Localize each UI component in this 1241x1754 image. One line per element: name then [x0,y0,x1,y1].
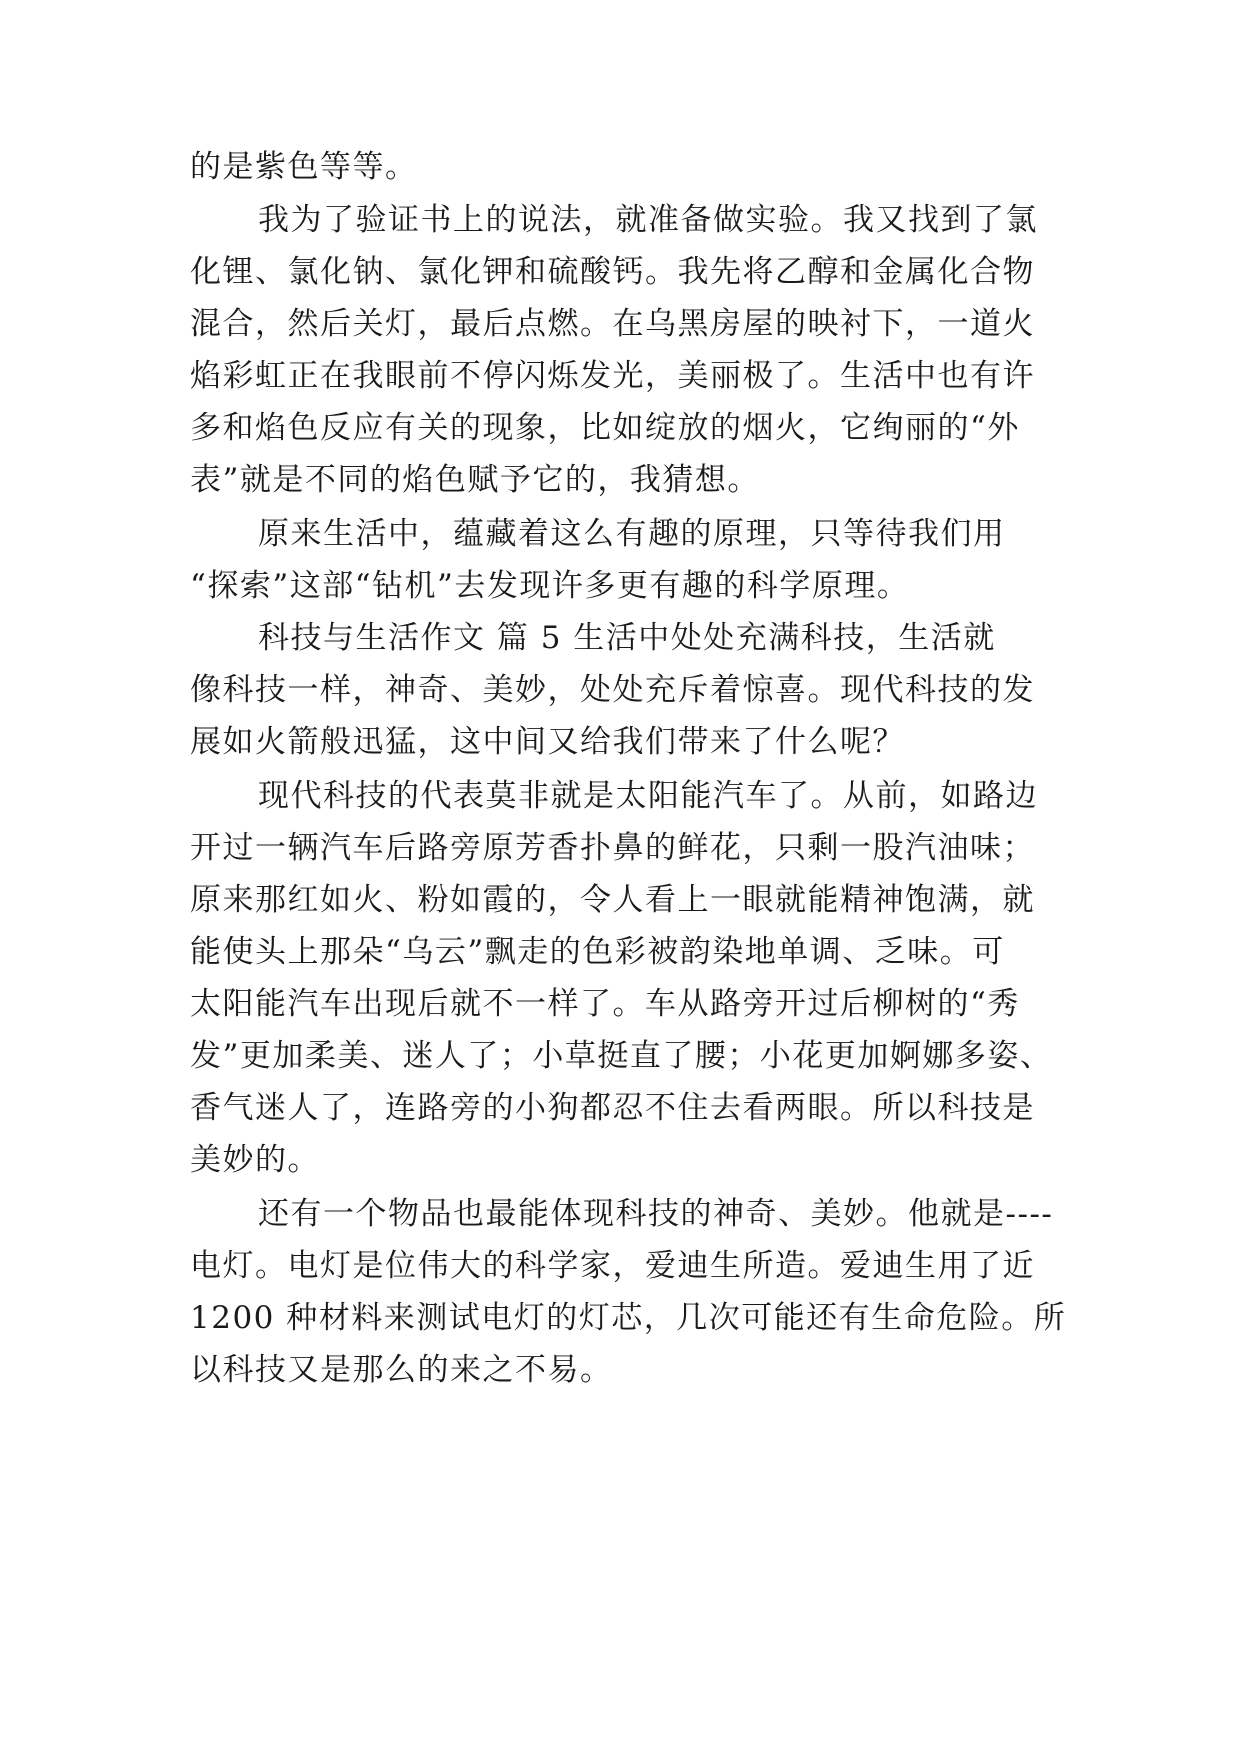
paragraph-start-line: 还有一个物品也最能体现科技的神奇、美妙。他就是---- [258,1196,1054,1232]
text-line: 混合，然后关灯，最后点燃。在乌黑房屋的映衬下，一道火 [190,306,1035,342]
text-line: 焰彩虹正在我眼前不停闪烁发光，美丽极了。生活中也有许 [190,358,1035,394]
section-heading-line: 科技与生活作文 篇 5 生活中处处充满科技，生活就 [258,620,996,656]
text-line: 香气迷人了，连路旁的小狗都忍不住去看两眼。所以科技是 [190,1090,1035,1126]
text-line: 表”就是不同的焰色赋予它的，我猜想。 [190,462,760,498]
text-line: 电灯。电灯是位伟大的科学家，爱迪生所造。爱迪生用了近 [190,1248,1035,1284]
paragraph-start-line: 原来生活中，蕴藏着这么有趣的原理，只等待我们用 [258,516,1006,552]
text-line: 多和焰色反应有关的现象，比如绽放的烟火，它绚丽的“外 [190,410,1020,446]
text-line: 原来那红如火、粉如霞的，令人看上一眼就能精神饱满，就 [190,882,1035,918]
text-line: 美妙的。 [190,1142,320,1178]
text-line: 太阳能汽车出现后就不一样了。车从路旁开过后柳树的“秀 [190,986,1020,1022]
text-line: 发”更加柔美、迷人了；小草挺直了腰；小花更加婀娜多姿、 [190,1038,1053,1074]
text-line: 1200 种材料来测试电灯的灯芯，几次可能还有生命危险。所 [190,1300,1067,1336]
text-line: 展如火箭般迅猛，这中间又给我们带来了什么呢？ [190,724,905,760]
paragraph-start-line: 我为了验证书上的说法，就准备做实验。我又找到了氯 [258,202,1038,238]
text-line: 像科技一样，神奇、美妙，处处充斥着惊喜。现代科技的发 [190,672,1035,708]
text-line: 开过一辆汽车后路旁原芳香扑鼻的鲜花，只剩一股汽油味； [190,830,1035,866]
text-line: “探索”这部“钻机”去发现许多更有趣的科学原理。 [190,568,910,604]
text-line: 能使头上那朵“乌云”飘走的色彩被韵染地单调、乏味。可 [190,934,1005,970]
text-line: 化锂、氯化钠、氯化钾和硫酸钙。我先将乙醇和金属化合物 [190,254,1035,290]
text-line: 以科技又是那么的来之不易。 [190,1352,613,1388]
text-line: 的是紫色等等。 [190,149,418,185]
paragraph-start-line: 现代科技的代表莫非就是太阳能汽车了。从前，如路边 [258,778,1038,814]
